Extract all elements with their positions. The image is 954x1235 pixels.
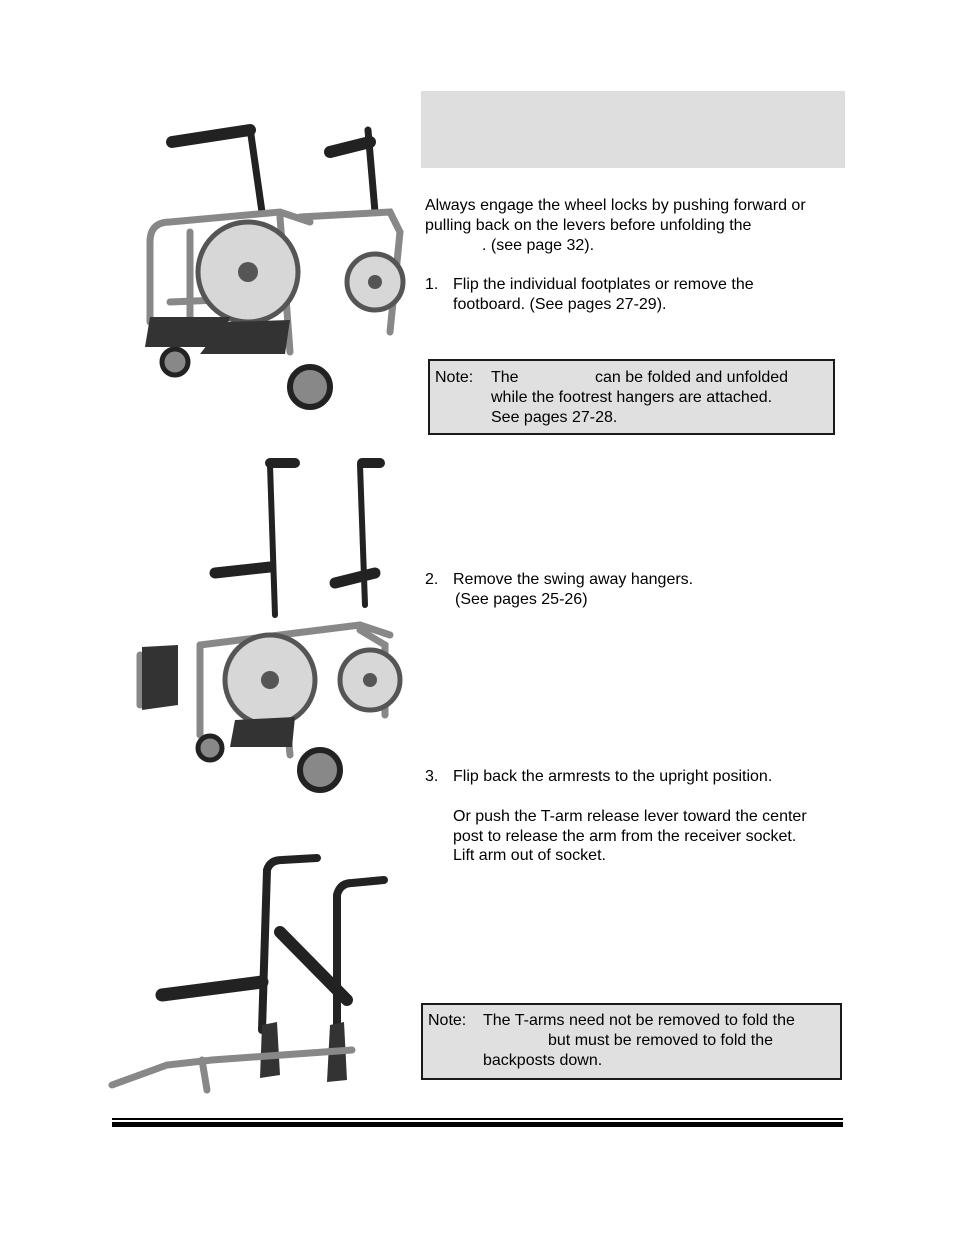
intro-line-2: pulling back on the levers before unfolding the <box>425 217 752 234</box>
note-1-line-2: while the footrest hangers are attached. <box>491 389 773 406</box>
step-3-extra-line-2: post to release the arm from the receiver socket. <box>453 828 797 845</box>
section-header-box <box>421 91 845 168</box>
wheelchair-footplates-icon <box>130 122 415 417</box>
step-1-line-1: Flip the individual footplates or remove the <box>453 276 754 293</box>
step-2-line-1: Remove the swing away hangers. <box>453 571 694 588</box>
footer-rule-thick <box>112 1122 843 1127</box>
footer-rule-thin <box>112 1118 843 1120</box>
note-2-label: Note: <box>428 1012 467 1029</box>
note-1-line-1b: can be folded and unfolded <box>595 369 789 386</box>
step-1-line-2: footboard. (See pages 27-29). <box>453 296 667 313</box>
note-box-1 <box>428 359 835 435</box>
note-2-line-3: backposts down. <box>483 1052 603 1069</box>
note-1-label: Note: <box>435 369 474 386</box>
note-1-line-3: See pages 27-28. <box>491 409 618 426</box>
intro-line-3: . (see page 32). <box>482 237 595 254</box>
step-2-number: 2. <box>425 571 439 588</box>
wheelchair-t-arm-icon <box>112 850 402 1090</box>
note-1-line-1a: The <box>491 369 519 386</box>
note-2-line-2: but must be removed to fold the <box>548 1032 774 1049</box>
step-2-line-2: (See pages 25-26) <box>455 591 588 608</box>
step-3-line-1: Flip back the armrests to the upright position. <box>453 768 773 785</box>
step-3-number: 3. <box>425 768 439 785</box>
step-1-number: 1. <box>425 276 439 293</box>
step-3-extra-line-1: Or push the T-arm release lever toward the center <box>453 808 807 825</box>
step-3-extra-line-3: Lift arm out of socket. <box>453 847 606 864</box>
intro-line-1: Always engage the wheel locks by pushing forward or <box>425 197 806 214</box>
wheelchair-hanger-removed-icon <box>130 455 415 800</box>
note-2-line-1: The T-arms need not be removed to fold the <box>483 1012 795 1029</box>
note-box-2 <box>421 1003 842 1080</box>
